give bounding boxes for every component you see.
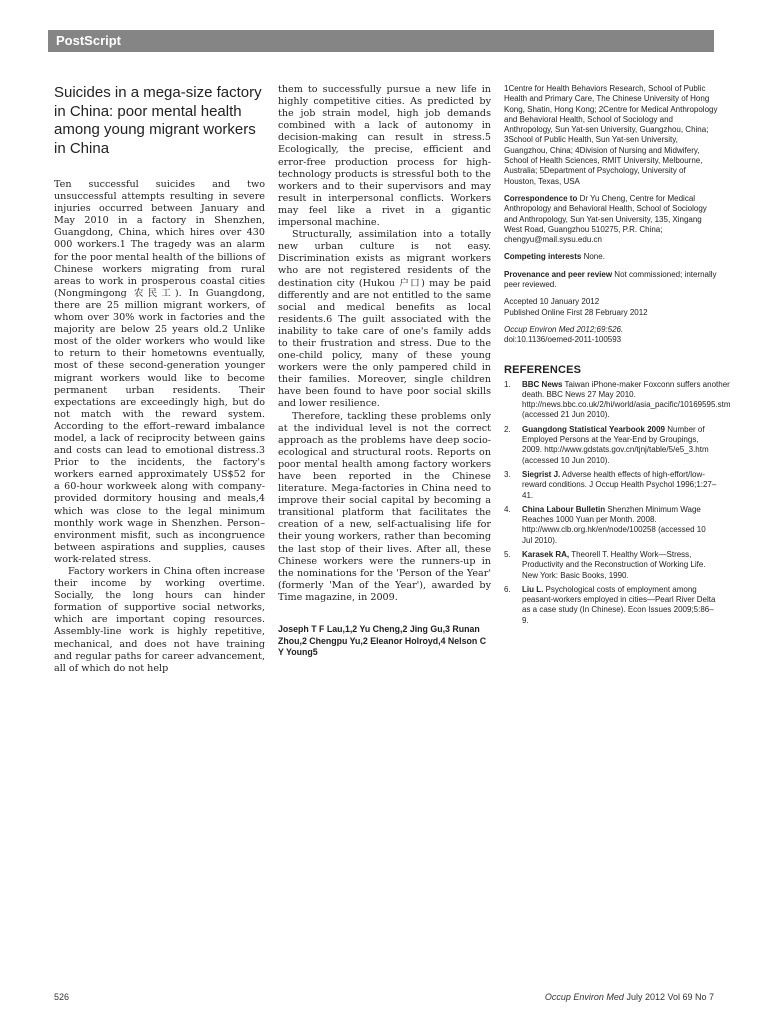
affiliations: 1Centre for Health Behaviors Research, School of Public Health and Primary Care, The Chinese University of Hong Kong, Shatin, Hong Kong; 2Centre for Medical Anthropology and Behavioral Health, School of Sociology and Anthropology, Sun Yat-sen University, Guangzhou, China; 3School of Public Health, Sun Yat-sen University, Guangzhou, China; 4Division of Nursing and Midwifery, School of Health Sciences, RMIT University, Melbourne, Australia; 5Department of Psychology, University of Houston, Texas, USA xyxy=(504,84,718,186)
provenance xyxy=(504,270,718,291)
provenance-text: Not commissioned; internally peer reviewed. xyxy=(504,269,717,290)
reference-text: Liu L. Psychological costs of employment among peasant-workers employed in cities—Pearl River Delta as a case study (In Chinese). Econ Issues 2009;5:86–9. xyxy=(522,584,716,625)
reference-author: Liu L. xyxy=(522,584,544,594)
doi: doi:10.1136/oemed-2011-100593 xyxy=(504,335,622,345)
journal-footer xyxy=(545,992,714,1002)
issue-info: July 2012 Vol 69 No 7 xyxy=(626,992,714,1002)
article-title: Suicides in a mega-size factory in China: poor mental health among young migrant workers in China xyxy=(54,84,262,157)
competing-label: Competing interests xyxy=(504,252,582,262)
published-date: Published Online First 28 February 2012 xyxy=(504,307,648,317)
reference-number: 4. xyxy=(504,504,511,514)
reference-item xyxy=(504,379,731,421)
reference-text: Karasek RA, Theorell T. Healthy Work—Stress, Productivity and the Reconstruction of Working Life. New York: Basic Books, 1990. xyxy=(522,549,706,580)
reference-author: Guangdong Statistical Yearbook 2009 xyxy=(522,424,666,434)
reference-item xyxy=(504,585,718,626)
body-paragraph-4: Structurally, assimilation into a totally new urban culture is not easy. Discrimination exists as migrant workers who are not registered residents of the destination city (Hukou 户口) may be paid differently and are not entitled to the same social and medical benefits as local residents.6 The guilt associated with the inability to take care of one's family adds to their frustration and stress. Due to the one-child policy, many of these young workers were the only pampered child in their families. Moreover, single children have been found to have poor social skills and lower resilience. xyxy=(278,229,491,410)
reference-text: BBC News Taiwan iPhone-maker Foxconn suffers another death. BBC News 27 May 2010. http://news.bbc.co.uk/2/hi/world/asia_pacific/10169595.stm (accessed 21 Jun 2010). xyxy=(522,379,731,420)
journal-name: Occup Environ Med xyxy=(544,992,624,1002)
reference-author: China Labour Bulletin xyxy=(522,504,606,514)
reference-item xyxy=(504,505,718,546)
citation: Occup Environ Med 2012;69:526. xyxy=(504,324,624,334)
competing-interests xyxy=(504,252,718,262)
reference-number: 6. xyxy=(504,584,511,594)
author-list: Joseph T F Lau,1,2 Yu Cheng,2 Jing Gu,3 Runan Zhou,2 Chengpu Yu,2 Eleanor Holroyd,4 Nelson C Y Young5 xyxy=(278,624,487,658)
reference-item xyxy=(504,470,718,501)
provenance-label: Provenance and peer review xyxy=(504,269,613,279)
reference-text: China Labour Bulletin Shenzhen Minimum Wage Reaches 1000 Yuan per Month. 2008. http://www.clb.org.hk/en/node/100258 (accessed 10 Jul 2010). xyxy=(522,504,706,545)
reference-number: 5. xyxy=(504,549,511,559)
reference-number: 1. xyxy=(504,379,511,389)
body-paragraph-5: Therefore, tackling these problems only at the individual level is not the correct approach as the problems have deep socio-ecological and structural roots. Reports on poor mental health among factory workers have been reported in the Chinese literature. Mega-factories in China need to improve their social capital by becoming a transitional platform that facilitates the creation of a new, self-actualising life for their young workers, rather than becoming the last stop of their lives. After all, these Chinese workers were the runners-up in the nominations for the 'Person of the Year' (formerly 'Man of the Year'), awarded by Time magazine, in 2009. xyxy=(278,410,491,603)
body-paragraph-2: Factory workers in China often increase their income by working overtime. Socially, the long hours can hinder formation of supportive social networks, which are important coping resources. Assembly-line work is highly repetitive, mechanical, and does not have training and regular paths for career advancement, all of which do not help xyxy=(54,566,265,674)
column-middle xyxy=(278,84,491,659)
accepted-date: Accepted 10 January 2012 xyxy=(504,297,600,307)
reference-text: Siegrist J. Adverse health effects of high-effort/low-reward conditions. J Occup Health Psychol 1996;1:27–41. xyxy=(522,469,717,500)
correspondence-label: Correspondence to xyxy=(504,193,578,203)
section-banner: PostScript xyxy=(48,30,714,52)
references-heading: REFERENCES xyxy=(504,363,582,376)
reference-number: 2. xyxy=(504,424,511,434)
page-number: 526 xyxy=(54,992,70,1002)
reference-item xyxy=(504,550,718,581)
body-paragraph-3: them to successfully pursue a new life in highly competitive cities. As predicted by the job strain model, high job demands combined with a lack of autonomy in decision-making can result in stress.5 Ecologically, the precise, efficient and error-free production process for high-technology products is stressful both to the workers and to their supervisors and may result in interpersonal conflicts. Workers may feel like a rivet in a gigantic impersonal machine. xyxy=(278,84,491,229)
references-list xyxy=(504,379,731,627)
reference-author: Karasek RA, xyxy=(522,549,570,559)
column-left xyxy=(54,84,265,675)
competing-text: None. xyxy=(583,252,605,262)
reference-item xyxy=(504,425,718,466)
correspondence xyxy=(504,194,718,245)
reference-author: BBC News xyxy=(522,379,563,389)
body-paragraph-1: Ten successful suicides and two unsuccessful attempts resulting in severe injuries occurred between January and May 2010 in a factory in Shenzhen, Guangdong, China, which hires over 430 000 workers.1 The tragedy was an alarm for the poor mental health of the billions of Chinese workers migrating from rural areas to work in prosperous coastal cities (Nongmingong 农民工). In Guangdong, there are 25 million migrant workers, of whom over 30% work in factories and the majority are below 25 years old.2 Unlike most of the older workers who would like to return to their hometowns eventually, most of these second-generation younger migrant workers would like to become permanent urban residents. Their expectations are exceedingly high, but do not match with the reward system. According to the effort–reward imbalance model, a lack of reciprocity between gains and costs can lead to emotional distress.3 Prior to the incidents, the factory's workers earned approximately US$52 for a 60-hour workweek along with company-provided dormitory housing and meals,4 which was close to the legal minimum monthly work wage in Shenzhen. Person–environment misfit, such as incongruence between aspirations and supplies, causes work-related stress. xyxy=(54,179,265,565)
correspondence-text: Dr Yu Cheng, Centre for Medical Anthropology and Behavioral Health, School of Sociology and Anthropology, Sun Yat-sen University, 135, Xingang West Road, Guangzhou 510275, P.R. China; chengyu@mail.sysu.edu.cn xyxy=(504,193,707,245)
reference-text: Guangdong Statistical Yearbook 2009 Number of Employed Persons at the Year-End by Groupings, 2009. http://www.gdstats.gov.cn/tjnj/table/5/e5_3.htm (accessed 10 Jun 2010). xyxy=(522,424,709,465)
column-right xyxy=(504,84,731,630)
reference-number: 3. xyxy=(504,469,511,479)
reference-author: Siegrist J. xyxy=(522,469,561,479)
